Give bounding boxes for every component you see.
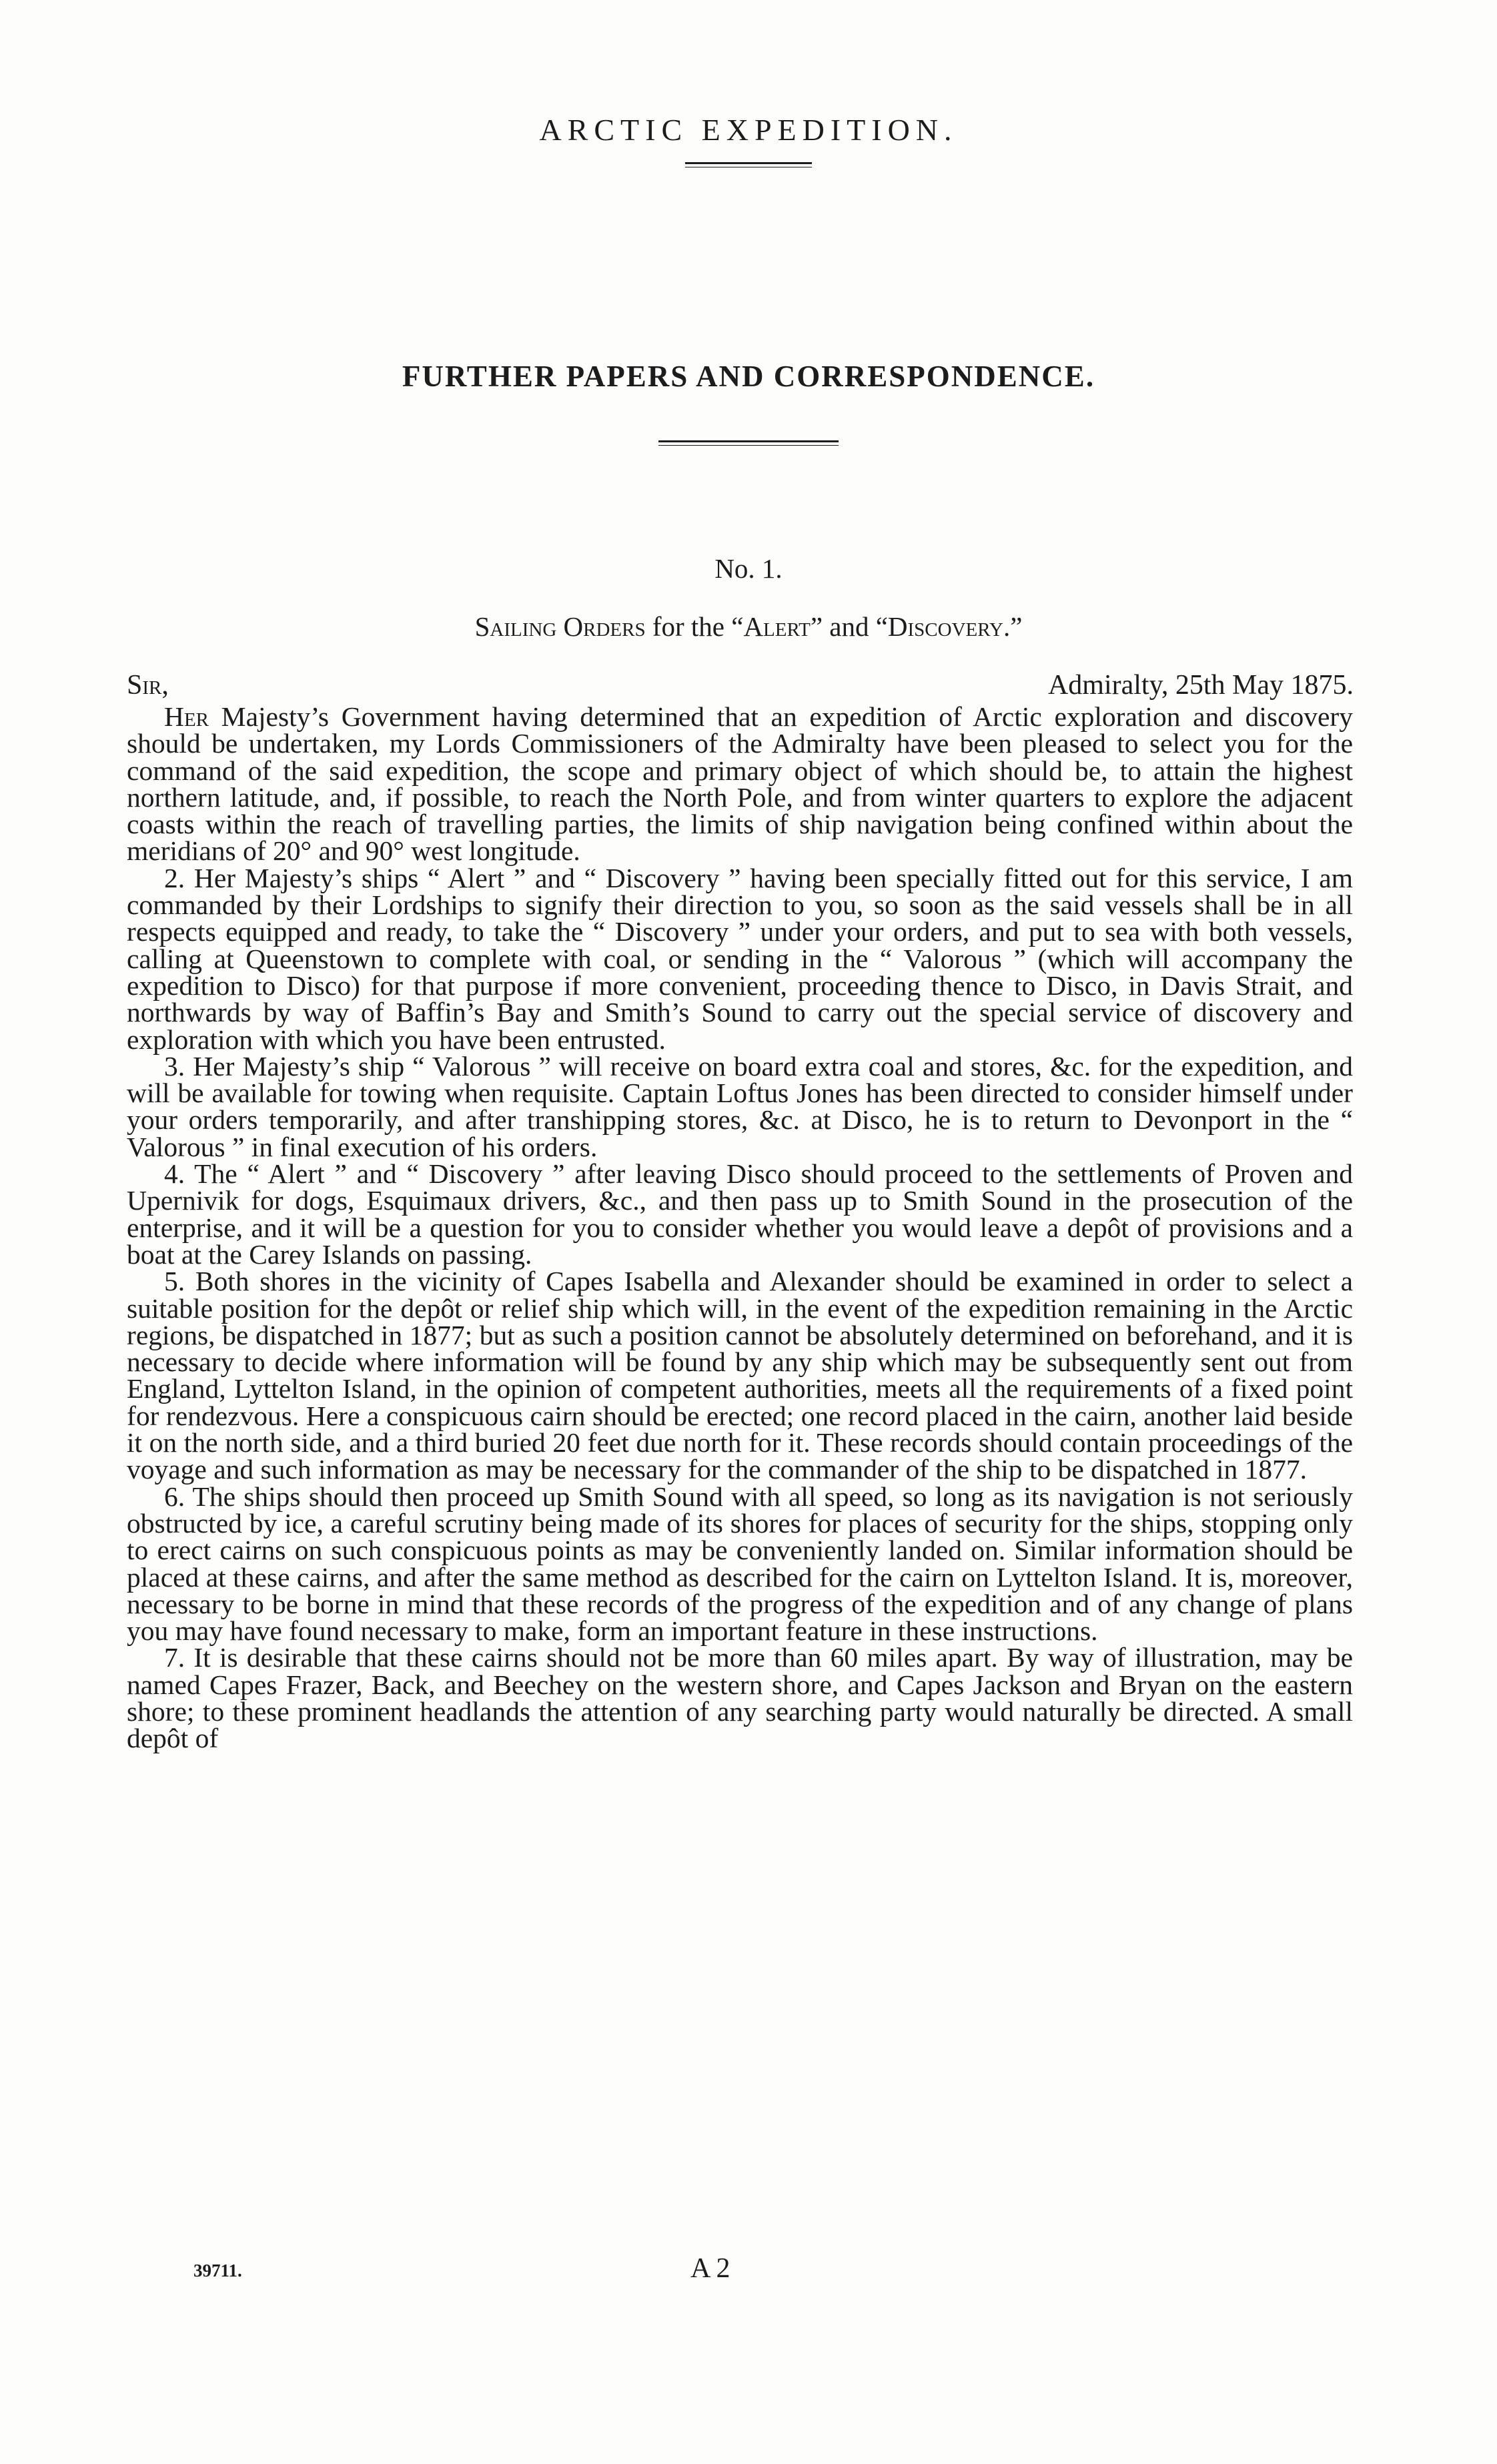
- title-rule: [685, 162, 812, 167]
- heading-connector-2: ” and “: [810, 611, 888, 642]
- document-heading: [0, 610, 1497, 643]
- paragraph-2: [127, 862, 1353, 1055]
- signature-mark: A 2: [690, 2253, 730, 2284]
- heading-connector-3: .”: [1003, 611, 1023, 642]
- paragraph-text: 4. The “ Alert ” and “ Discovery ” after leaving Disco should proceed to the settlements of Proven and Upernivik for dogs, Esquimaux drivers, &c., and then pass up to Smith Sound in the prosecution of the enterprise, and it will be a question for you to consider whether you would leave a depôt of provisions and a boat at the Carey Islands on passing.: [127, 1158, 1353, 1270]
- heading-sailing-orders: Sailing Orders: [474, 611, 646, 642]
- heading-ship-discovery: Discovery: [887, 611, 1003, 642]
- paragraph-7: [127, 1642, 1353, 1754]
- paragraph-4: [127, 1160, 1353, 1268]
- print-code: 39711.: [193, 2261, 242, 2281]
- heading-ship-alert: Alert: [743, 611, 811, 642]
- paragraph-5: [127, 1268, 1353, 1483]
- paragraph-text: Majesty’s Government having determined that an expedition of Arctic exploration and discovery should be undertaken, my Lords Commissioners of the Admiralty have been pleased to select you for the command of the said expedition, the scope and primary object of which should be, to attain the highest northern latitude, and, if possible, to reach the North Pole, and from winter quarters to explore the adjacent coasts within the reach of travelling parties, the limits of ship navigation being confined within about the meridians of 20° and 90° west longitude.: [127, 701, 1353, 867]
- paragraph-3: [127, 1050, 1353, 1162]
- paragraph-text: 2. Her Majesty’s ships “ Alert ” and “ Discovery ” having been specially fitted out for this service, I am commanded by their Lordships to signify their direction to you, so soon as the said vessels shall be in all respects equipped and ready, to take the “ Discovery ” under your orders, and put to sea with both vessels, calling at Queenstown to complete with coal, or sending in the “ Valorous ” (which will accompany the expedition to Disco) for that purpose if more convenient, proceeding thence to Disco, in Davis Strait, and northwards by way of Baffin’s Bay and Smith’s Sound to carry out the special service of discovery and exploration with which you have been entrusted.: [127, 862, 1353, 1055]
- heading-connector-1: for the “: [645, 611, 744, 642]
- letter-body: [127, 703, 1353, 1752]
- paragraph-text: 7. It is desirable that these cairns should not be more than 60 miles apart. By way of illustration, may be named Capes Frazer, Back, and Beechey on the western shore, and Capes Jackson and Bryan on the eastern shore; to these prominent headlands the attention of any searching party would naturally be directed. A small depôt of: [127, 1642, 1353, 1754]
- paragraph-6: [127, 1483, 1353, 1645]
- salutation: Sir,: [127, 670, 169, 701]
- series-title: ARCTIC EXPEDITION.: [539, 113, 958, 147]
- paragraph-1: [127, 703, 1353, 865]
- paragraph-text: 5. Both shores in the vicinity of Capes Isabella and Alexander should be examined in order to select a suitable position for the depôt or relief ship which will, in the event of the expedition remaining in the Arctic regions, be dispatched in 1877; but as such a position cannot be absolutely determined on beforehand, and it is necessary to decide where information will be found by any ship which may be subsequently sent out from England, Lyttelton Island, in the opinion of competent authorities, meets all the requirements of a fixed point for rendezvous. Here a conspicuous cairn should be erected; one record placed in the cairn, another laid beside it on the north side, and a third buried 20 feet due north for it. These records should contain proceedings of the voyage and such information as may be necessary for the commander of the ship to be dispatched in 1877.: [127, 1266, 1353, 1485]
- paragraph-lead: Her: [164, 701, 209, 732]
- document-number: No. 1.: [714, 553, 783, 584]
- paragraph-text: 3. Her Majesty’s ship “ Valorous ” will receive on board extra coal and stores, &c. for the expedition, and will be available for towing when requisite. Captain Loftus Jones has been directed to consider himself under your orders temporarily, and after transhipping stores, &c. at Disco, he is to return to Devonport in the “ Valorous ” in final execution of his orders.: [127, 1050, 1353, 1162]
- paragraph-text: 6. The ships should then proceed up Smith Sound with all speed, so long as its navigation is not seriously obstructed by ice, a careful scrutiny being made of its shores for places of security for the ships, stopping only to erect cairns on such conspicuous points as may be conveniently landed on. Similar information should be placed at these cairns, and after the same method as described for the cairn on Lyttelton Island. It is, moreover, necessary to be borne in mind that these records of the progress of the expedition and of any change of plans you may have found necessary to make, form an important feature in these instructions.: [127, 1481, 1353, 1647]
- dateline: Admiralty, 25th May 1875.: [1047, 670, 1354, 701]
- main-title: FURTHER PAPERS AND CORRESPONDENCE.: [402, 360, 1095, 393]
- main-title-rule: [658, 440, 839, 446]
